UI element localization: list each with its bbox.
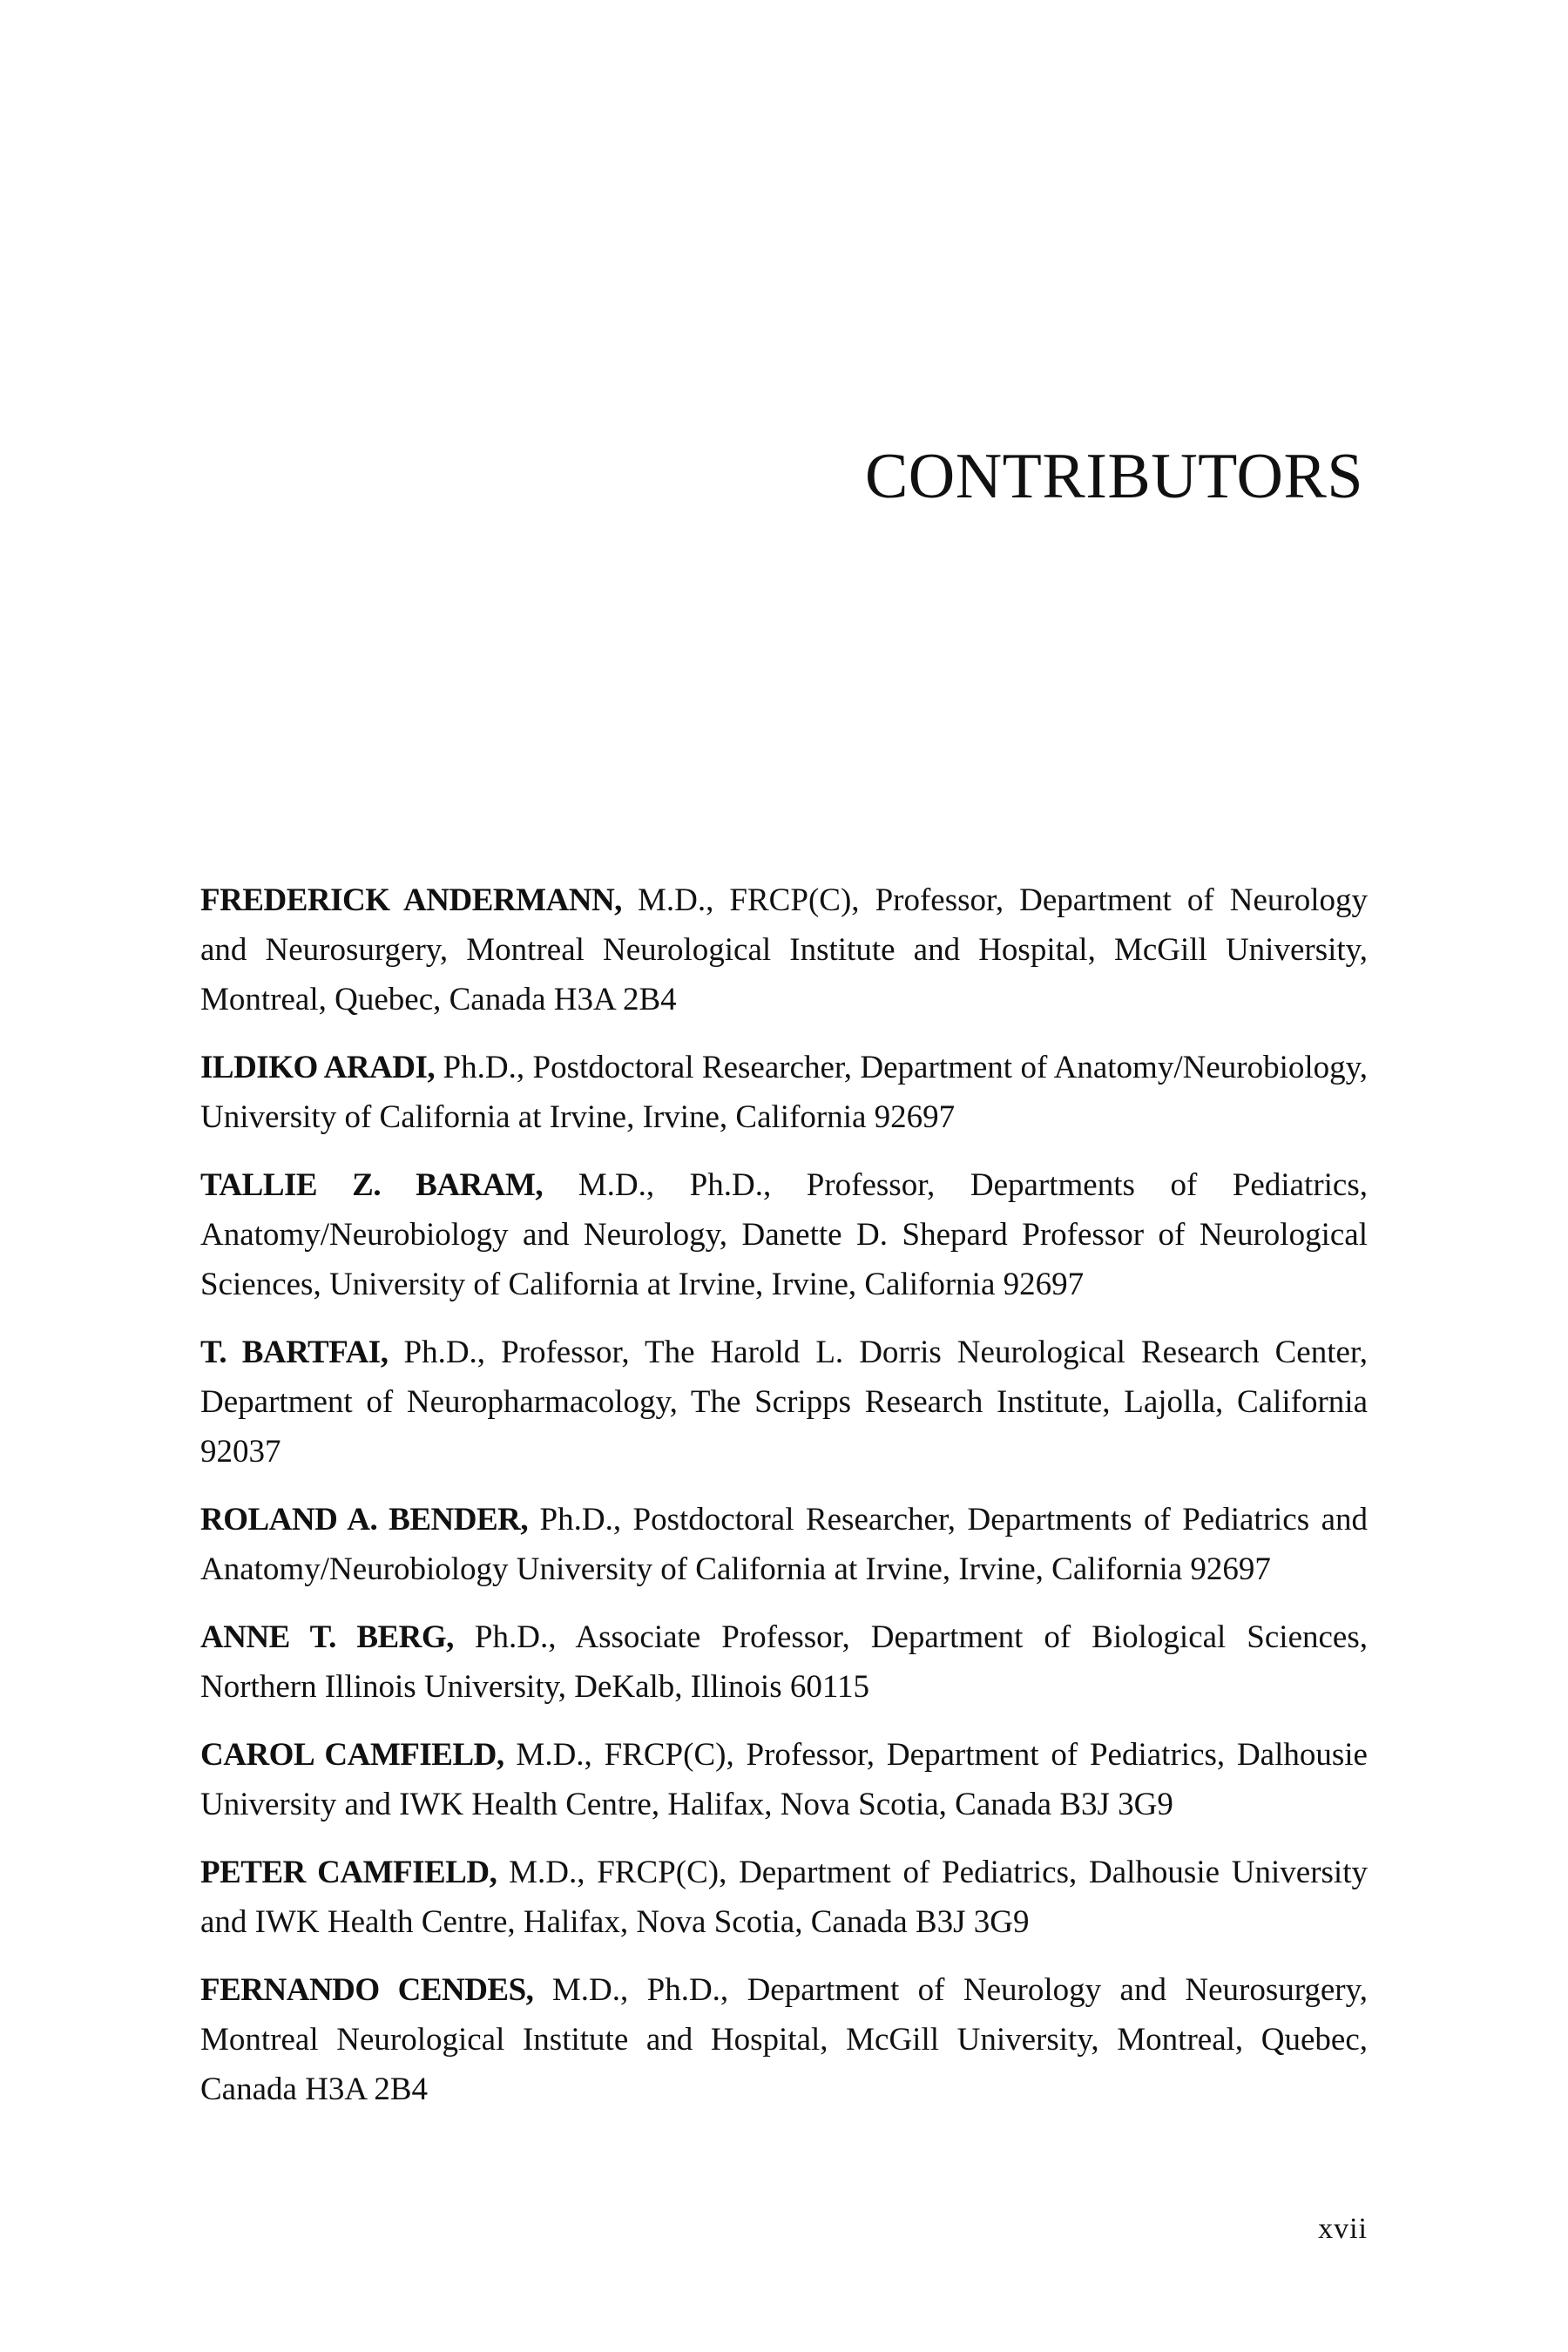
contributor-name: T. BARTFAI, <box>200 1335 389 1370</box>
contributor-entry <box>200 1730 1368 1829</box>
page-title: CONTRIBUTORS <box>864 441 1363 512</box>
contributor-entry <box>200 1043 1368 1142</box>
contributor-entry <box>200 1612 1368 1712</box>
contributor-details: Ph.D., Professor, The Harold L. Dorris Neurological Research Center, Department of Neuropharmacology, The Scripps Research Institute, Lajolla, California 92037 <box>200 1335 1369 1470</box>
contributor-entry <box>200 875 1368 1024</box>
contributor-details: M.D., Ph.D., Professor, Departments of Pediatrics, Anatomy/Neurobiology and Neurology, Danette D. Shepard Professor of Neurological Sciences, University of California at Irvine, Irvine, California 92697 <box>200 1167 1368 1302</box>
contributor-entry <box>200 1848 1368 1947</box>
contributor-name: CAROL CAMFIELD, <box>200 1737 504 1773</box>
contributor-details: M.D., FRCP(C), Professor, Department of Pediatrics, Dalhousie University and IWK Health Centre, Halifax, Nova Scotia, Canada B3J 3G9 <box>200 1737 1368 1822</box>
contributor-details: Ph.D., Postdoctoral Researcher, Department of Anatomy/Neurobiology, University of California at Irvine, Irvine, California 92697 <box>200 1050 1368 1135</box>
contributor-details: M.D., FRCP(C), Professor, Department of Neurology and Neurosurgery, Montreal Neurological Institute and Hospital, McGill University, Montreal, Quebec, Canada H3A 2B4 <box>200 882 1368 1017</box>
contributor-details: Ph.D., Postdoctoral Researcher, Departments of Pediatrics and Anatomy/Neurobiology University of California at Irvine, Irvine, California 92697 <box>200 1502 1368 1587</box>
contributor-name: PETER CAMFIELD, <box>200 1855 497 1890</box>
contributor-details: M.D., Ph.D., Department of Neurology and Neurosurgery, Montreal Neurological Institute and Hospital, McGill University, Montreal, Quebec, Canada H3A 2B4 <box>200 1972 1368 2107</box>
contributor-name: TALLIE Z. BARAM, <box>200 1167 544 1203</box>
contributor-name: ROLAND A. BENDER, <box>200 1502 529 1538</box>
contributor-entry <box>200 1495 1368 1594</box>
contributor-name: ANNE T. BERG, <box>200 1619 454 1655</box>
contributor-entry <box>200 1160 1368 1309</box>
contributor-details: Ph.D., Associate Professor, Department of Biological Sciences, Northern Illinois University, DeKalb, Illinois 60115 <box>200 1619 1368 1705</box>
contributor-details: M.D., FRCP(C), Department of Pediatrics, Dalhousie University and IWK Health Centre, Halifax, Nova Scotia, Canada B3J 3G9 <box>200 1855 1368 1940</box>
contributor-name: FREDERICK ANDERMANN, <box>200 882 622 918</box>
contributor-list <box>200 875 1368 2132</box>
contributor-name: FERNANDO CENDES, <box>200 1972 534 2008</box>
page-number: xvii <box>1318 2213 1368 2245</box>
contributor-entry <box>200 1328 1368 1477</box>
contributor-entry <box>200 1965 1368 2114</box>
contributor-name: ILDIKO ARADI, <box>200 1050 436 1085</box>
